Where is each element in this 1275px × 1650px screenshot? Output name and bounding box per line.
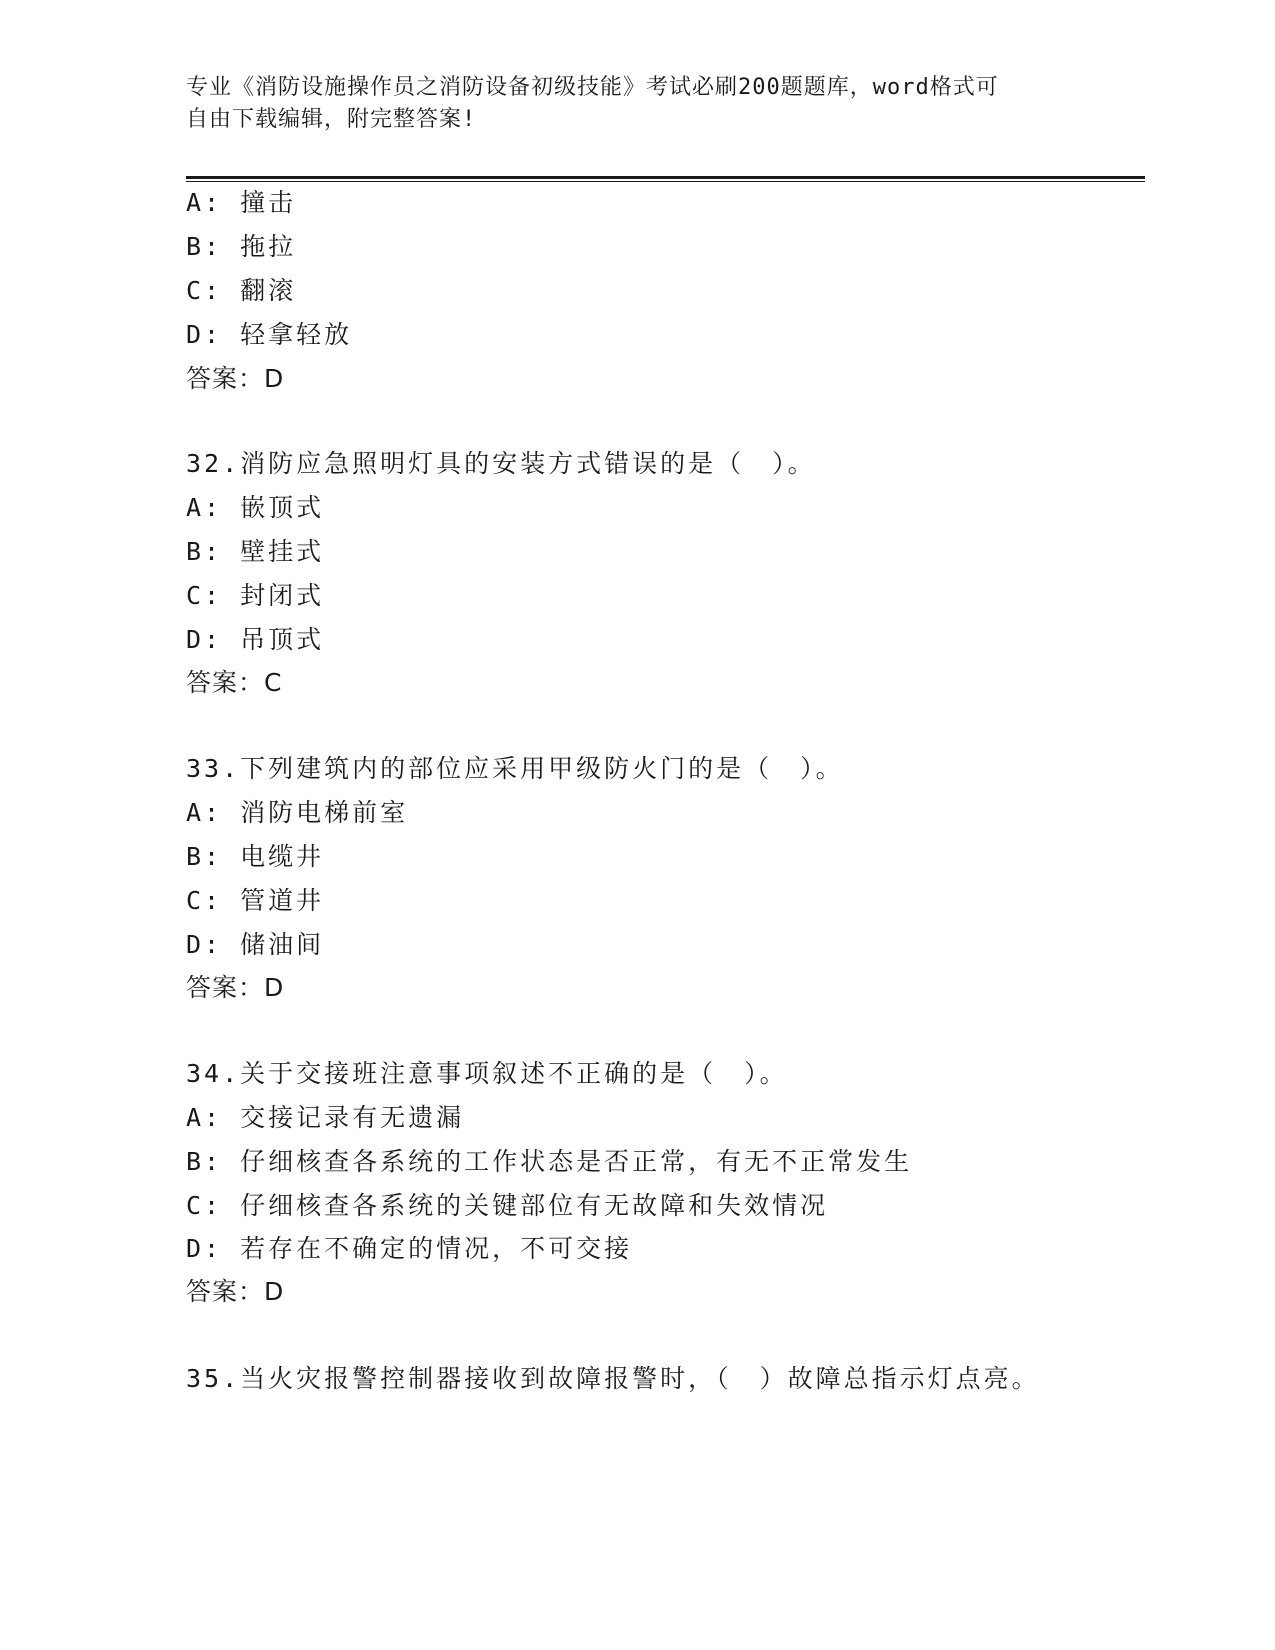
q34-option-c: C: 仔细核查各系统的关键部位有无故障和失效情况 <box>186 1191 829 1220</box>
header-divider-thin <box>186 181 1145 182</box>
q33-option-c: C: 管道井 <box>186 886 325 915</box>
document-header <box>186 72 1066 136</box>
header-divider-thick <box>186 176 1145 179</box>
q34-option-b: B: 仔细核查各系统的工作状态是否正常，有无不正常发生 <box>186 1147 913 1176</box>
q31-option-d: D: 轻拿轻放 <box>186 320 353 349</box>
q34-answer: 答案：D <box>186 1277 285 1306</box>
q31-option-a: A: 撞击 <box>186 188 297 217</box>
q34-option-a: A: 交接记录有无遗漏 <box>186 1103 465 1132</box>
header-line-1: 专业《消防设施操作员之消防设备初级技能》考试必刷200题题库，word格式可 <box>186 75 999 100</box>
q31-option-c: C: 翻滚 <box>186 276 297 305</box>
q32-option-a: A: 嵌顶式 <box>186 493 325 522</box>
q33-option-b: B: 电缆井 <box>186 842 325 871</box>
q31-answer: 答案：D <box>186 364 285 393</box>
q31-option-b: B: 拖拉 <box>186 232 297 261</box>
q32-answer: 答案：C <box>186 668 283 697</box>
header-line-2: 自由下载编辑，附完整答案! <box>186 107 477 132</box>
q32-option-d: D: 吊顶式 <box>186 625 325 654</box>
q32-question: 32.消防应急照明灯具的安装方式错误的是（ ）。 <box>186 449 816 478</box>
q33-question: 33.下列建筑内的部位应采用甲级防火门的是（ ）。 <box>186 754 844 783</box>
q33-option-d: D: 储油间 <box>186 930 325 959</box>
q34-question: 34.关于交接班注意事项叙述不正确的是（ ）。 <box>186 1059 788 1088</box>
q33-answer: 答案：D <box>186 973 285 1002</box>
q34-option-d: D: 若存在不确定的情况，不可交接 <box>186 1234 633 1263</box>
q35-question: 35.当火灾报警控制器接收到故障报警时，（ ）故障总指示灯点亮。 <box>186 1364 1040 1393</box>
q33-option-a: A: 消防电梯前室 <box>186 798 409 827</box>
q32-option-b: B: 壁挂式 <box>186 537 325 566</box>
q32-option-c: C: 封闭式 <box>186 581 325 610</box>
